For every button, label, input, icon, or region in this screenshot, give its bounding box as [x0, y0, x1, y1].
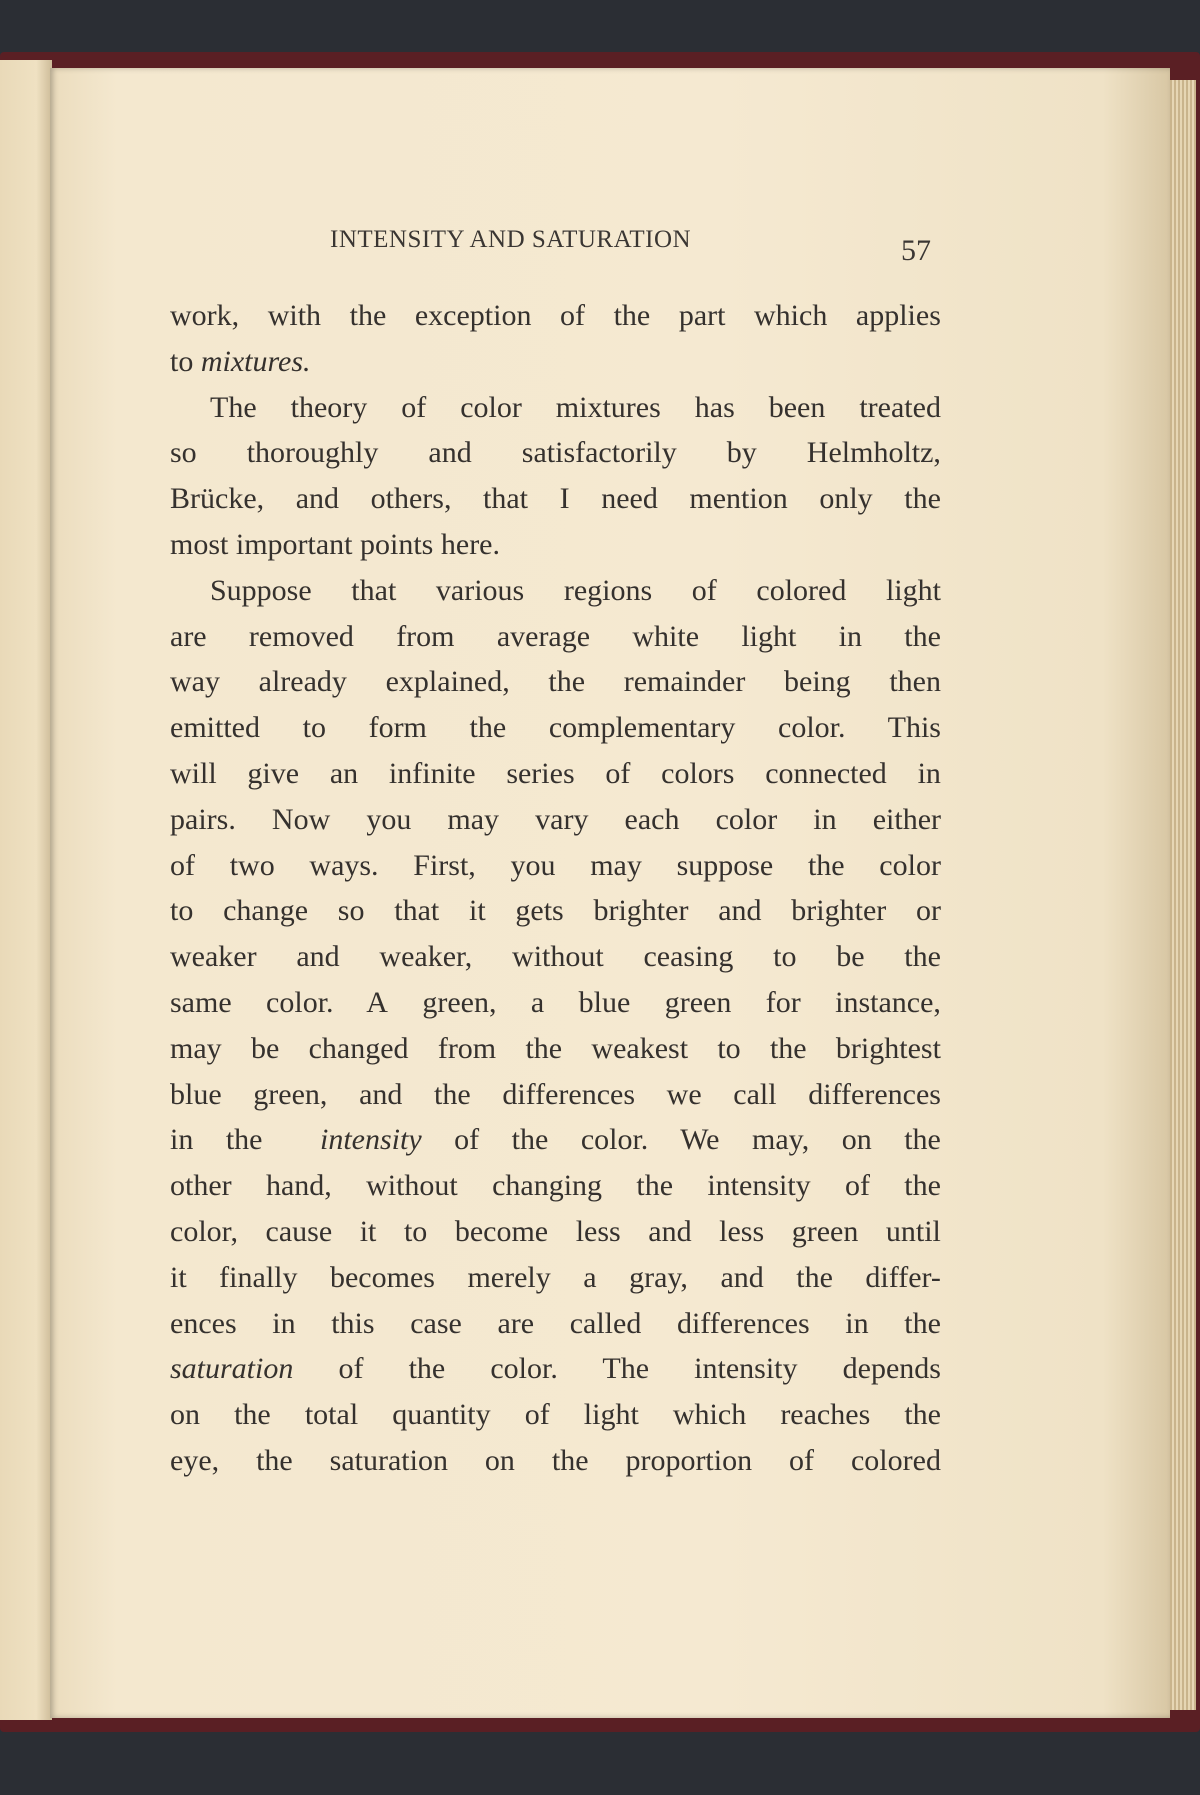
word: already: [251, 665, 347, 699]
word: differences: [800, 1077, 941, 1111]
word: work,: [170, 299, 240, 332]
word: are: [170, 619, 207, 653]
word: which: [746, 299, 828, 332]
word: color,: [170, 1214, 238, 1248]
word: may: [439, 802, 500, 836]
word: that: [343, 573, 397, 607]
word: an: [322, 756, 359, 790]
text-line: [170, 476, 941, 522]
word: [288, 1117, 296, 1163]
word: you: [503, 848, 556, 882]
word: instance,: [827, 985, 941, 1019]
text-line: [170, 1163, 941, 1209]
word: to: [170, 344, 194, 378]
word: will: [170, 756, 217, 790]
word: changed: [301, 1031, 409, 1065]
word: differences: [494, 1077, 636, 1111]
word: explained,: [378, 665, 510, 699]
word: so: [170, 436, 197, 470]
word: a: [523, 985, 545, 1019]
word: it: [461, 894, 486, 928]
word: the: [544, 1443, 589, 1477]
word: then: [881, 665, 941, 699]
word: ceasing: [635, 940, 734, 974]
word: same: [170, 985, 232, 1019]
word: part: [671, 299, 726, 332]
word: change: [215, 894, 309, 928]
word: brightest: [828, 1031, 941, 1065]
word: of: [597, 756, 631, 790]
word: average: [489, 619, 591, 653]
text-line: [170, 568, 941, 614]
word: ways.: [301, 848, 379, 882]
word: the: [788, 1260, 833, 1294]
word: by: [719, 436, 757, 470]
word: on: [834, 1123, 872, 1157]
word: series: [498, 756, 575, 790]
page-number: 57: [901, 234, 931, 267]
word: be: [243, 1031, 280, 1065]
word: the: [248, 1443, 293, 1477]
italic-word: saturation: [170, 1352, 294, 1386]
word: blue: [571, 985, 631, 1019]
word: finally: [211, 1260, 298, 1294]
word: connected: [757, 756, 887, 790]
text-line: [170, 1026, 941, 1072]
word: the: [342, 299, 387, 332]
text-line: [170, 614, 941, 660]
word: satisfactorily: [514, 436, 677, 470]
word: and: [710, 894, 762, 928]
word: The: [595, 1352, 650, 1386]
word: the: [218, 1123, 263, 1157]
word: the: [426, 1077, 471, 1111]
word: green,: [414, 985, 497, 1019]
word: green,: [245, 1077, 328, 1111]
text-line: [170, 1301, 941, 1347]
word: the: [401, 1352, 446, 1386]
word: brighter: [783, 894, 887, 928]
word: We: [673, 1123, 720, 1157]
word: of: [684, 573, 717, 607]
text-line: [170, 1438, 941, 1484]
word: vary: [527, 802, 589, 836]
text-line: [170, 980, 941, 1026]
word: regions: [556, 573, 653, 607]
word: either: [865, 802, 941, 836]
word: weakest: [583, 1031, 689, 1065]
word: color: [871, 848, 941, 882]
text-line: [170, 888, 941, 934]
word: Suppose: [210, 573, 312, 607]
word: most: [170, 527, 229, 561]
word: weaker: [170, 940, 257, 974]
text-line: [170, 293, 941, 339]
word: changing: [484, 1169, 603, 1203]
word: brighter: [585, 894, 689, 928]
word: quantity: [384, 1398, 491, 1432]
word: differ-: [857, 1260, 941, 1294]
word: of: [781, 1443, 815, 1477]
text-line: [170, 385, 941, 431]
running-title: INTENSITY AND SATURATION: [330, 226, 692, 253]
word: may,: [744, 1123, 810, 1157]
word: applies: [848, 299, 941, 332]
word: the: [226, 1398, 271, 1432]
word: saturation: [322, 1443, 448, 1477]
text-line: [170, 1255, 941, 1301]
word: Now: [264, 802, 331, 836]
word: removed: [241, 619, 354, 653]
word: or: [908, 894, 941, 928]
word: the: [606, 299, 651, 332]
word: form: [361, 711, 427, 745]
word: the: [896, 1306, 941, 1340]
word: the: [800, 848, 845, 882]
word: to: [765, 940, 797, 974]
word: reaches: [772, 1398, 871, 1432]
word: in: [805, 802, 837, 836]
word: the: [628, 1169, 674, 1203]
word: of: [517, 1398, 550, 1432]
word: I: [552, 482, 570, 516]
word: of: [552, 299, 586, 332]
word: thoroughly: [239, 436, 379, 470]
word: emitted: [170, 711, 260, 745]
word: weaker,: [371, 940, 473, 974]
word: and: [351, 1077, 403, 1111]
word: less: [568, 1214, 621, 1248]
word: this: [323, 1306, 375, 1340]
word: which: [665, 1398, 747, 1432]
word: of: [330, 1352, 364, 1386]
word: light: [576, 1398, 639, 1432]
word: without: [358, 1169, 458, 1203]
word: and: [288, 940, 340, 974]
word: the: [462, 711, 507, 745]
word: differences: [669, 1306, 810, 1340]
word: to: [709, 1031, 741, 1065]
word: color.: [573, 1123, 649, 1157]
word: gray,: [621, 1260, 688, 1294]
word: merely: [459, 1260, 551, 1294]
word: to: [396, 1214, 428, 1248]
facing-page-edge: [0, 60, 52, 1720]
word: give: [239, 756, 300, 790]
word: way: [170, 665, 220, 699]
word: the: [896, 1169, 941, 1203]
text-line: [170, 751, 941, 797]
word: green: [657, 985, 732, 1019]
word: intensity: [699, 1169, 811, 1203]
word: for: [758, 985, 801, 1019]
word: Brücke,: [170, 482, 265, 516]
word: in: [170, 1123, 194, 1157]
word: are: [489, 1306, 535, 1340]
word: depends: [835, 1352, 941, 1386]
word: light: [733, 619, 797, 653]
word: important: [228, 527, 353, 561]
word: [193, 339, 201, 385]
word: until: [878, 1214, 941, 1248]
word: eye,: [170, 1443, 220, 1477]
word: Helmholtz,: [799, 436, 941, 470]
word: cause: [258, 1214, 333, 1248]
word: and: [712, 1260, 764, 1294]
word: the: [896, 1123, 941, 1157]
word: intensity: [686, 1352, 798, 1386]
text-line: [170, 1117, 941, 1163]
word: and: [640, 1214, 692, 1248]
word: complementary: [541, 711, 736, 745]
text-line: [170, 659, 941, 705]
word: to: [295, 711, 326, 745]
word: in: [837, 1306, 869, 1340]
text-line: [170, 1346, 941, 1392]
word: from: [388, 619, 455, 653]
word: ences: [170, 1306, 237, 1340]
word: the: [762, 1031, 807, 1065]
word: and: [288, 482, 340, 516]
word: that: [475, 482, 529, 516]
word: without: [504, 940, 604, 974]
word: a: [575, 1260, 597, 1294]
word: points: [352, 527, 434, 561]
word: The: [210, 390, 257, 424]
word: theory: [283, 390, 368, 424]
italic-word: mixtures.: [200, 344, 311, 378]
word: various: [428, 573, 525, 607]
word: the: [517, 1031, 563, 1065]
word: to: [170, 894, 194, 928]
word: mixtures: [548, 390, 661, 424]
word: on: [477, 1443, 515, 1477]
word: may: [582, 848, 642, 882]
word: the: [504, 1123, 549, 1157]
word: of: [837, 1169, 870, 1203]
word: color.: [258, 985, 334, 1019]
word: becomes: [322, 1260, 435, 1294]
word: in: [831, 619, 862, 653]
word: only: [811, 482, 873, 516]
italic-word: intensity: [320, 1123, 422, 1157]
word: need: [593, 482, 658, 516]
word: This: [880, 711, 941, 745]
word: colored: [748, 573, 847, 607]
word: you: [358, 802, 412, 836]
text-line: [170, 797, 941, 843]
word: proportion: [617, 1443, 753, 1477]
word: the: [896, 619, 941, 653]
word: exception: [407, 299, 532, 332]
text-line: [170, 522, 941, 568]
word: remainder: [616, 665, 746, 699]
word: of: [170, 848, 195, 882]
word: mention: [681, 482, 788, 516]
word: of: [446, 1123, 480, 1157]
word: pairs.: [170, 802, 236, 836]
word: being: [776, 665, 851, 699]
word: so: [330, 894, 365, 928]
word: color.: [770, 711, 846, 745]
text-line: [170, 843, 941, 889]
word: suppose: [669, 848, 774, 882]
word: white: [624, 619, 700, 653]
page-edges: [1170, 80, 1196, 1710]
word: the: [896, 940, 941, 974]
word: other: [170, 1169, 232, 1203]
text-line: [170, 339, 941, 385]
text-line: [170, 1072, 941, 1118]
word: the: [896, 1398, 941, 1432]
word: each: [617, 802, 680, 836]
word: we: [659, 1077, 702, 1111]
word: colored: [843, 1443, 941, 1477]
word: hand,: [258, 1169, 332, 1203]
word: it: [352, 1214, 377, 1248]
word: and: [420, 436, 472, 470]
word: become: [447, 1214, 549, 1248]
word: infinite: [381, 756, 476, 790]
text-line: [170, 1209, 941, 1255]
word: total: [297, 1398, 359, 1432]
word: gets: [507, 894, 564, 928]
word: color: [708, 802, 778, 836]
word: been: [761, 390, 826, 424]
word: in: [264, 1306, 296, 1340]
word: has: [687, 390, 735, 424]
word: of: [393, 390, 427, 424]
word: case: [402, 1306, 462, 1340]
word: A: [360, 985, 388, 1019]
word: others,: [363, 482, 452, 516]
text-line: [170, 705, 941, 751]
word: the: [540, 665, 586, 699]
word: from: [430, 1031, 497, 1065]
word: First,: [405, 848, 476, 882]
word: that: [386, 894, 440, 928]
text-line: [170, 934, 941, 980]
word: colors: [653, 756, 735, 790]
word: on: [170, 1398, 200, 1432]
word: may: [170, 1031, 222, 1065]
text-line: [170, 430, 941, 476]
word: call: [725, 1077, 777, 1111]
word: be: [828, 940, 865, 974]
word: blue: [170, 1077, 222, 1111]
word: treated: [851, 390, 941, 424]
body-text: [170, 293, 941, 1484]
word: green: [784, 1214, 859, 1248]
word: color: [452, 390, 522, 424]
text-line: [170, 1392, 941, 1438]
word: it: [170, 1260, 187, 1294]
word: less: [711, 1214, 765, 1248]
word: in: [910, 756, 941, 790]
word: two: [222, 848, 275, 882]
word: light: [878, 573, 941, 607]
word: the: [896, 482, 941, 516]
word: called: [562, 1306, 642, 1340]
word: here.: [433, 527, 500, 561]
word: color.: [482, 1352, 558, 1386]
word: with: [260, 299, 322, 332]
